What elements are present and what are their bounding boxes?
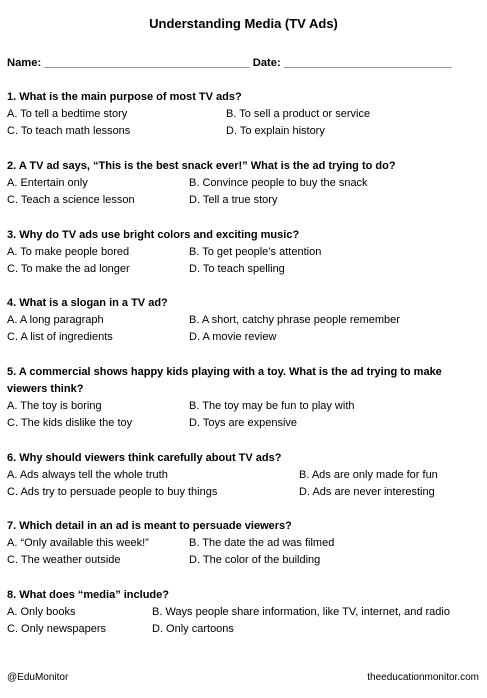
- option-row: [7, 621, 481, 638]
- question-8: [7, 587, 481, 638]
- option-c[interactable]: C. To make the ad longer: [7, 263, 130, 275]
- footer-handle: @EduMonitor: [7, 672, 69, 683]
- question-text: 4. What is a slogan in a TV ad?: [7, 297, 168, 309]
- option-a[interactable]: A. The toy is boring: [7, 400, 102, 412]
- option-row: [7, 604, 481, 621]
- option-b[interactable]: B. A short, catchy phrase people remember: [189, 314, 400, 326]
- question-text: 3. Why do TV ads use bright colors and exciting music?: [7, 229, 300, 241]
- option-a[interactable]: A. Entertain only: [7, 177, 88, 189]
- question-text: 8. What does “media” include?: [7, 589, 169, 601]
- option-row: [7, 484, 481, 501]
- question-1: [7, 89, 481, 140]
- option-b[interactable]: B. Ads are only made for fun: [299, 469, 438, 481]
- option-a[interactable]: A. Ads always tell the whole truth: [7, 469, 168, 481]
- option-c[interactable]: C. A list of ingredients: [7, 331, 113, 343]
- option-row: [7, 244, 481, 261]
- name-label: Name:: [7, 57, 42, 69]
- option-d[interactable]: D. A movie review: [189, 331, 277, 343]
- option-a[interactable]: A. “Only available this week!”: [7, 537, 149, 549]
- date-blank[interactable]: ___________________________: [283, 57, 452, 69]
- option-row: [7, 552, 481, 569]
- option-c[interactable]: C. The kids dislike the toy: [7, 417, 133, 429]
- date-label: Date:: [252, 57, 281, 69]
- option-b[interactable]: B. Convince people to buy the snack: [189, 177, 368, 189]
- option-b[interactable]: B. To get people’s attention: [189, 246, 322, 258]
- question-text: 6. Why should viewers think carefully about TV ads?: [7, 452, 282, 464]
- option-c[interactable]: C. To teach math lessons: [7, 125, 131, 137]
- option-d[interactable]: D. Ads are never interesting: [299, 486, 435, 498]
- option-row: [7, 415, 481, 432]
- option-row: [7, 123, 481, 140]
- question-text: 1. What is the main purpose of most TV ads?: [7, 91, 242, 103]
- name-date-line: [7, 56, 477, 70]
- question-text: 5. A commercial shows happy kids playing with a toy. What is the ad trying to make viewers think?: [7, 366, 442, 395]
- option-c[interactable]: C. Ads try to persuade people to buy things: [7, 486, 218, 498]
- option-d[interactable]: D. To teach spelling: [189, 263, 285, 275]
- footer-website: theeducationmonitor.com: [367, 672, 479, 683]
- question-5: [7, 364, 481, 432]
- question-2: [7, 158, 481, 209]
- option-b[interactable]: B. To sell a product or service: [226, 108, 371, 120]
- option-d[interactable]: D. The color of the building: [189, 554, 321, 566]
- option-row: [7, 467, 481, 484]
- name-blank[interactable]: _________________________________: [44, 57, 250, 69]
- option-row: [7, 261, 481, 278]
- question-text: 7. Which detail in an ad is meant to persuade viewers?: [7, 520, 292, 532]
- option-b[interactable]: B. The date the ad was filmed: [189, 537, 335, 549]
- option-a[interactable]: A. To make people bored: [7, 246, 130, 258]
- option-a[interactable]: A. A long paragraph: [7, 314, 104, 326]
- option-row: [7, 106, 481, 123]
- question-text: 2. A TV ad says, “This is the best snack ever!” What is the ad trying to do?: [7, 160, 396, 172]
- question-4: [7, 295, 481, 346]
- option-d[interactable]: D. Tell a true story: [189, 194, 278, 206]
- question-6: [7, 450, 481, 501]
- option-c[interactable]: C. Teach a science lesson: [7, 194, 135, 206]
- question-3: [7, 227, 481, 278]
- option-a[interactable]: A. Only books: [7, 606, 76, 618]
- option-c[interactable]: C. Only newspapers: [7, 623, 107, 635]
- option-b[interactable]: B. Ways people share information, like TV, internet, and radio: [152, 606, 450, 618]
- option-row: [7, 192, 481, 209]
- option-row: [7, 398, 481, 415]
- option-row: [7, 329, 481, 346]
- option-d[interactable]: D. To explain history: [226, 125, 325, 137]
- question-7: [7, 518, 481, 569]
- worksheet-title: Understanding Media (TV Ads): [149, 16, 338, 31]
- option-row: [7, 175, 481, 192]
- option-d[interactable]: D. Only cartoons: [152, 623, 234, 635]
- option-d[interactable]: D. Toys are expensive: [189, 417, 298, 429]
- option-b[interactable]: B. The toy may be fun to play with: [189, 400, 355, 412]
- option-row: [7, 312, 481, 329]
- option-a[interactable]: A. To tell a bedtime story: [7, 108, 128, 120]
- option-row: [7, 535, 481, 552]
- option-c[interactable]: C. The weather outside: [7, 554, 121, 566]
